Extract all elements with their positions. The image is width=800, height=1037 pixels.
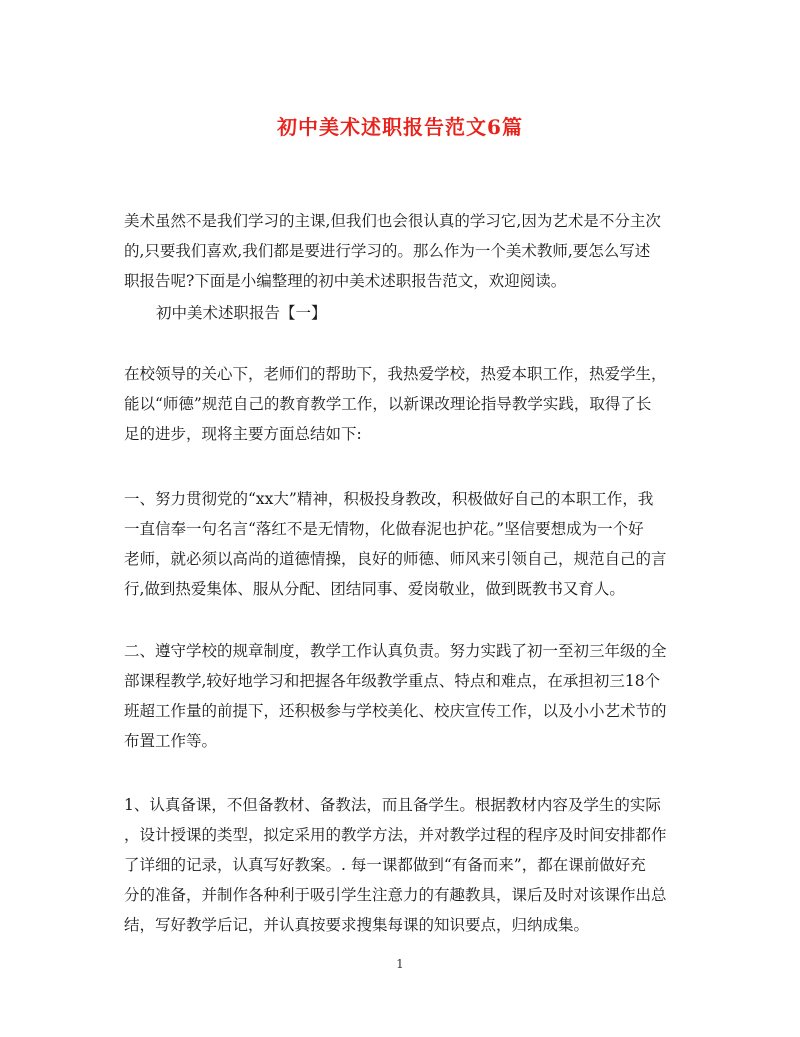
page-number: 1 [396,957,404,971]
paragraph-1 [124,359,684,449]
text-line: 美术虽然不是我们学习的主课,但我们也会很认真的学习它,因为艺术是不分主次 [124,212,661,230]
text-line: 部课程教学,较好地学习和把握各年级教学重点、特点和难点，在承担初三18个 [124,672,661,690]
text-line: 布置工作等。 [124,732,218,750]
text-line: 职报告呢?下面是小编整理的初中美术述职报告范文，欢迎阅读。 [124,272,567,290]
text-line: ，设计授课的类型，拟定采用的教学方法，并对教学过程的程序及时间安排都作 [124,826,667,844]
text-line: 结，写好教学后记，并认真按要求搜集每课的知识要点，归纳成集。 [124,916,590,934]
text-line: 行,做到热爱集体、服从分配、团结同事、爱岗敬业，做到既教书又育人。 [124,580,625,598]
text-line: 足的进步，现将主要方面总结如下: [124,425,362,443]
text-line: 的,只要我们喜欢,我们都是要进行学习的。那么作为一个美术教师,要怎么写述 [124,242,651,260]
text-line: 一直信奉一句名言“落红不是无情物，化做春泥也护花。”坚信要想成为一个好 [124,520,644,538]
text-line: 分的准备，并制作各种利于吸引学生注意力的有趣教具，课后及时对该课作出总 [124,886,667,904]
intro-paragraph [124,206,684,296]
paragraph-2 [124,484,684,604]
text-line: 1、认真备课，不但备教材、备教法，而且备学生。根据教材内容及学生的实际 [124,796,661,814]
document-title: 初中美术述职报告范文6篇 [277,115,523,139]
text-line: 在校领导的关心下，老师们的帮助下，我热爱学校，热爱本职工作，热爱学生， [124,365,667,383]
text-line: 能以“师德”规范自己的教育教学工作，以新课改理论指导教学实践，取得了长 [124,395,652,413]
text-line: 班超工作量的前提下，还积极参与学校美化、校庆宣传工作，以及小小艺术节的 [124,702,667,720]
text-line: 二、遵守学校的规章制度，教学工作认真负责。努力实践了初一至初三年级的全 [124,642,667,660]
text-line: 老师，就必须以高尚的道德情操，良好的师德、师风来引领自己，规范自己的言 [124,550,667,568]
paragraph-3 [124,636,684,756]
text-line: 一、努力贯彻党的“xx大”精神，积极投身教改，积极做好自己的本职工作，我 [124,490,654,508]
paragraph-4 [124,790,684,940]
text-line: 了详细的记录，认真写好教案。. 每一课都做到“有备而来”，都在课前做好充 [124,856,646,874]
section-heading: 初中美术述职报告【一】 [156,304,327,322]
